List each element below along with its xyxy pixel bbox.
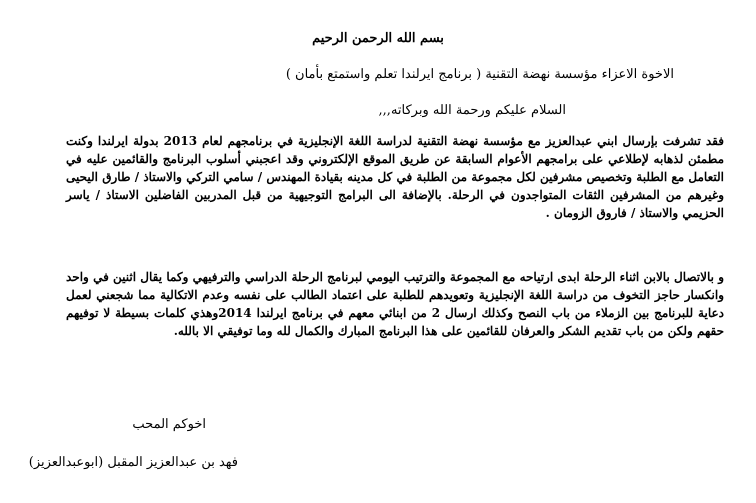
body-paragraph-2: و بالاتصال بالابن اثناء الرحلة ابدى ارتياحه مع المجموعة والترتيب اليومي لبرنامج الرحلة الدراسي والترفيهي وكما يقال اثنين في واحد وانكسار حاجز التخوف من دراسة اللغة الإنجليزية وتعويدهم للطلبة على اعتماد الطالب على نفسه وعدم الاتكالية مما شجعني لعمل دعاية للبرنامج بين الزملاء من باب النصح وكذلك ارسال 2 من ابنائي معهم في برنامج ايرلندا 2014وهذي كلمات بسيطة لا توفيهم حقهم ولكن من باب تقديم الشكر والعرفان للقائمين على هذا البرنامج المبارك والكمال لله وما توفيقي الا بالله.: [66, 270, 724, 338]
greeting-line: السلام عليكم ورحمة الله وبركاته,,,: [378, 103, 566, 118]
basmala-heading: بسم الله الرحمن الرحيم: [312, 31, 444, 46]
closing-line: اخوكم المحب: [132, 417, 206, 432]
signature-name: فهد بن عبدالعزيز المقبل (ابوعبدالعزيز): [28, 455, 238, 470]
salutation-line: الاخوة الاعزاء مؤسسة نهضة التقنية ( برنامج ايرلندا تعلم واستمتع بأمان ): [285, 67, 674, 82]
body-paragraph-1: فقد تشرفت بإرسال ابني عبدالعزيز مع مؤسسة نهضة التقنية لدراسة اللغة الإنجليزية في برنامجهم لعام 2013 بدولة ايرلندا وكنت مطمئن لذهابه لإطلاعي على برامجهم الأعوام السابقة عن طريق الموقع الإلكتروني وقد اعجبني أسلوب البرنامج والقائمين عليه في التعامل مع الطلبة وتخصيص مشرفين لكل مجموعة من الطلبة في كل مدينه بقيادة المهندس / سامي التركي والاستاذ / طارق اليحيى وغيرهم من المشرفين الثقات المتواجدون في الرحلة. بالإضافة الى البرامج التوجيهية من قبل المدربين الفاضلين الاستاذ / ياسر الحزيمي والاستاذ / فاروق الزومان .: [66, 134, 724, 220]
